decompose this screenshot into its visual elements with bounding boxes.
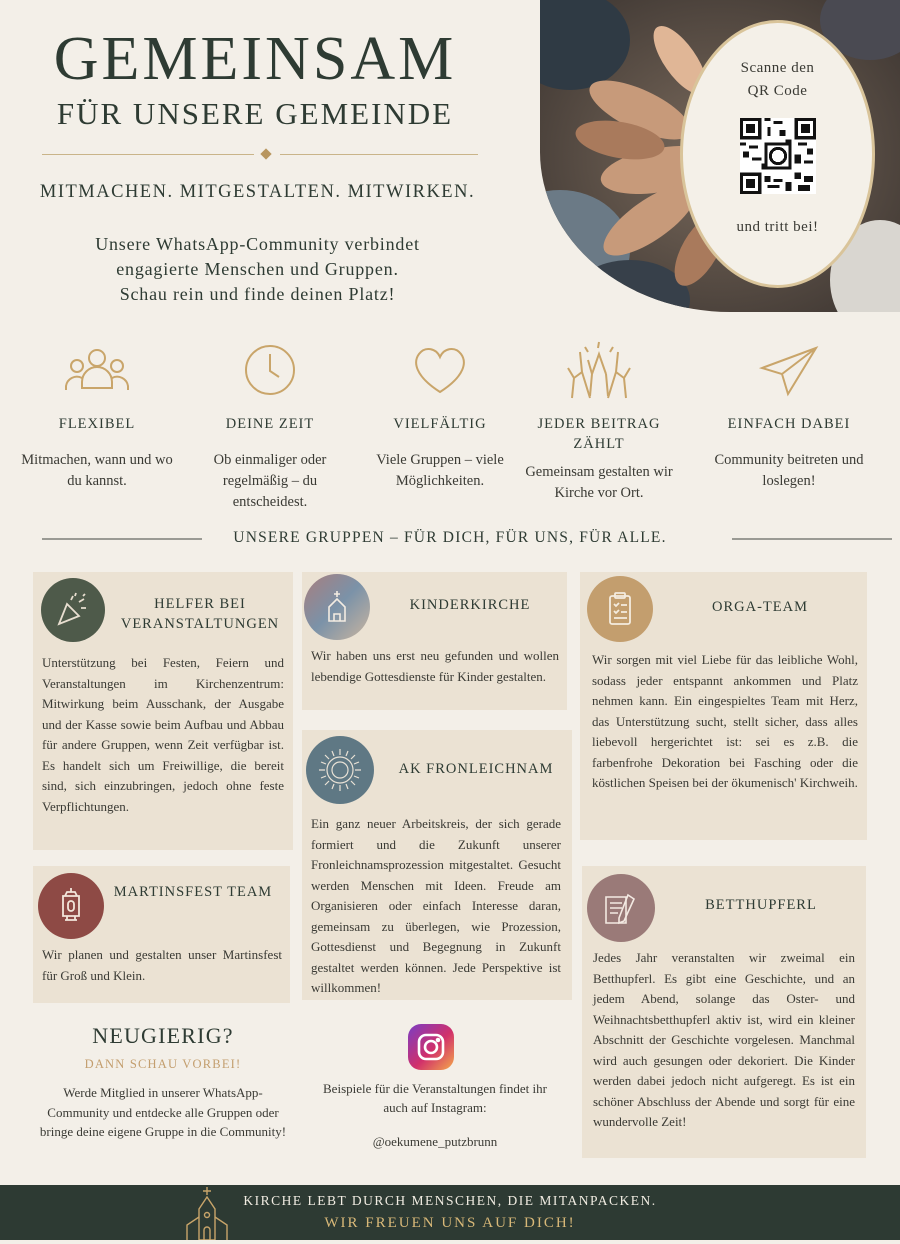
tagline: MITMACHEN. MITGESTALTEN. MITWIRKEN. bbox=[39, 182, 476, 202]
people-icon bbox=[62, 340, 132, 400]
footer-line-2: WIR FREUEN UNS AUF DICH! bbox=[324, 1215, 576, 1231]
divider-left bbox=[42, 154, 254, 155]
lantern-icon bbox=[38, 873, 104, 939]
group-text: Unterstützung bei Festen, Feiern und Veranstaltungen im Kirchenzentrum: Mitwirkung beim Ausschank, der Ausgabe und der Kasse sowie beim Aufbau und Abbau für andere Gruppen, wenn Zeit verfügbar ist. Es handelt sich um Freiwillige, die bereit sind, sich einzubringen, jedoch ohne feste Verpflichtungen. bbox=[42, 655, 284, 814]
feature-deine-zeit bbox=[185, 340, 355, 513]
church-icon bbox=[304, 574, 370, 640]
group-title: KINDERKIRCHE bbox=[409, 597, 531, 613]
groups-heading: UNSERE GRUPPEN – FÜR DICH, FÜR UNS, FÜR ALLE. bbox=[233, 529, 667, 546]
raised-hands-icon bbox=[564, 340, 634, 400]
footer-banner bbox=[0, 1185, 900, 1240]
poster-subtitle: FÜR UNSERE GEMEINDE bbox=[56, 96, 454, 131]
diamond-ornament bbox=[260, 148, 271, 159]
group-card-betthupferl bbox=[582, 866, 866, 1158]
feature-title: DEINE ZEIT bbox=[225, 416, 315, 432]
monstrance-icon bbox=[306, 736, 374, 804]
clipboard-icon bbox=[587, 576, 653, 642]
qr-code-icon[interactable] bbox=[740, 118, 816, 198]
poster-title: GEMEINSAM bbox=[53, 25, 457, 93]
group-title: AK FRONLEICHNAM bbox=[398, 761, 554, 777]
feature-title: JEDER BEITRAG ZÄHLT bbox=[537, 416, 661, 452]
feature-text: Mitmachen, wann und wo du kannst. bbox=[21, 452, 173, 489]
feature-text: Gemeinsam gestalten wir Kirche vor Ort. bbox=[525, 464, 673, 501]
heart-icon bbox=[405, 340, 475, 400]
group-text: Wir haben uns erst neu gefunden und wollen lebendige Gottesdienste für Kinder gestalten. bbox=[311, 648, 559, 684]
group-title: MARTINSFEST TEAM bbox=[113, 884, 273, 900]
intro-text: Unsere WhatsApp-Community verbindet engagierte Menschen und Gruppen. Schau rein und finde deinen Platz! bbox=[95, 234, 420, 304]
footer-line-1: KIRCHE LEBT DURCH MENSCHEN, DIE MITANPACKEN. bbox=[243, 1193, 657, 1208]
party-popper-icon bbox=[41, 578, 105, 642]
group-text: Wir sorgen mit viel Liebe für das leibliche Wohl, sodass jeder entspannt ankommen und Platz nehmen kann. Ein eingespieltes Team mit Herz, das Unterstützung sucht, stellt sicher, dass alles liebevoll hergerichtet ist: sei es z.B. die farbenfrohe Dekoration bei Fasching oder die köstlichen Speisen bei der ökumenisch' Kirchweih. bbox=[592, 652, 858, 790]
neugierig-title: NEUGIERIG? bbox=[92, 1023, 234, 1048]
neugierig-subtitle: DANN SCHAU VORBEI! bbox=[84, 1057, 242, 1071]
neugierig-section bbox=[38, 1023, 288, 1142]
group-text: Ein ganz neuer Arbeitskreis, der sich gerade formiert und die Zukunft unserer Fronleichnamsprozession mitgestaltet. Gesucht werden Menschen mit Ideen. Freude am Organisieren oder einfach Interesse daran, gemeinsam zu überlegen, wie Prozession, Gottesdienst und Begegnung in Zukunft gestaltet werden können. Jede Perspektive ist willkommen! bbox=[311, 816, 561, 995]
instagram-handle[interactable]: @oekumene_putzbrunn bbox=[372, 1134, 498, 1149]
feature-jeder-beitrag bbox=[514, 340, 684, 504]
feature-text: Community beitreten und loslegen! bbox=[714, 452, 864, 489]
feature-einfach-dabei bbox=[704, 340, 874, 492]
group-card-kinderkirche bbox=[302, 572, 567, 710]
instagram-icon[interactable] bbox=[408, 1024, 454, 1070]
group-text: Wir planen und gestalten unser Martinsfest für Groß und Klein. bbox=[42, 947, 282, 983]
qr-instruction: Scanne den QR Code bbox=[740, 60, 815, 99]
qr-join-text: und tritt bei! bbox=[736, 219, 819, 235]
group-card-orga bbox=[580, 572, 867, 840]
group-title: BETTHUPFERL bbox=[705, 897, 817, 913]
feature-vielfaeltig bbox=[355, 340, 525, 492]
group-text: Jedes Jahr veranstalten wir zweimal ein Betthupferl. Es gibt eine Geschichte, und an jedem Abend, solange das Oster- und Weihnachtsbetthupferl aktiv ist, wird ein kleiner Abschnitt der Geschichte vorgelesen. Manchmal wird auch gesungen oder dekoriert. Die Kinder werden dabei jedoch nicht aufgeregt. Es ist ein schöner Abschluss der Abende und sorgt für eine wundervolle Zeit! bbox=[593, 950, 855, 1129]
feature-title: FLEXIBEL bbox=[58, 416, 136, 432]
feature-text: Ob einmaliger oder regelmäßig – du entscheidest. bbox=[213, 452, 327, 510]
group-title: HELFER BEI VERANSTALTUNGEN bbox=[120, 596, 280, 632]
heading-line-right bbox=[732, 538, 892, 540]
group-card-martinsfest bbox=[33, 866, 290, 1003]
neugierig-text: Werde Mitglied in unserer WhatsApp-Community und entdecke alle Gruppen oder bringe deine eigene Gruppe in die Community! bbox=[39, 1085, 287, 1139]
group-title: ORGA-TEAM bbox=[712, 599, 808, 615]
group-card-helfer bbox=[33, 572, 293, 850]
paper-plane-icon bbox=[754, 340, 824, 400]
feature-text: Viele Gruppen – viele Möglichkeiten. bbox=[376, 452, 504, 489]
divider-right bbox=[280, 154, 478, 155]
feature-flexibel bbox=[12, 340, 182, 492]
feature-title: VIELFÄLTIG bbox=[393, 416, 487, 432]
group-card-fronleichnam bbox=[302, 730, 572, 1000]
feature-title: EINFACH DABEI bbox=[727, 416, 851, 432]
clock-icon bbox=[235, 340, 305, 400]
book-icon bbox=[587, 874, 655, 942]
qr-code-badge[interactable] bbox=[680, 20, 875, 288]
instagram-text: Beispiele für die Veranstaltungen findet ihr auch auf Instagram: bbox=[323, 1081, 547, 1115]
